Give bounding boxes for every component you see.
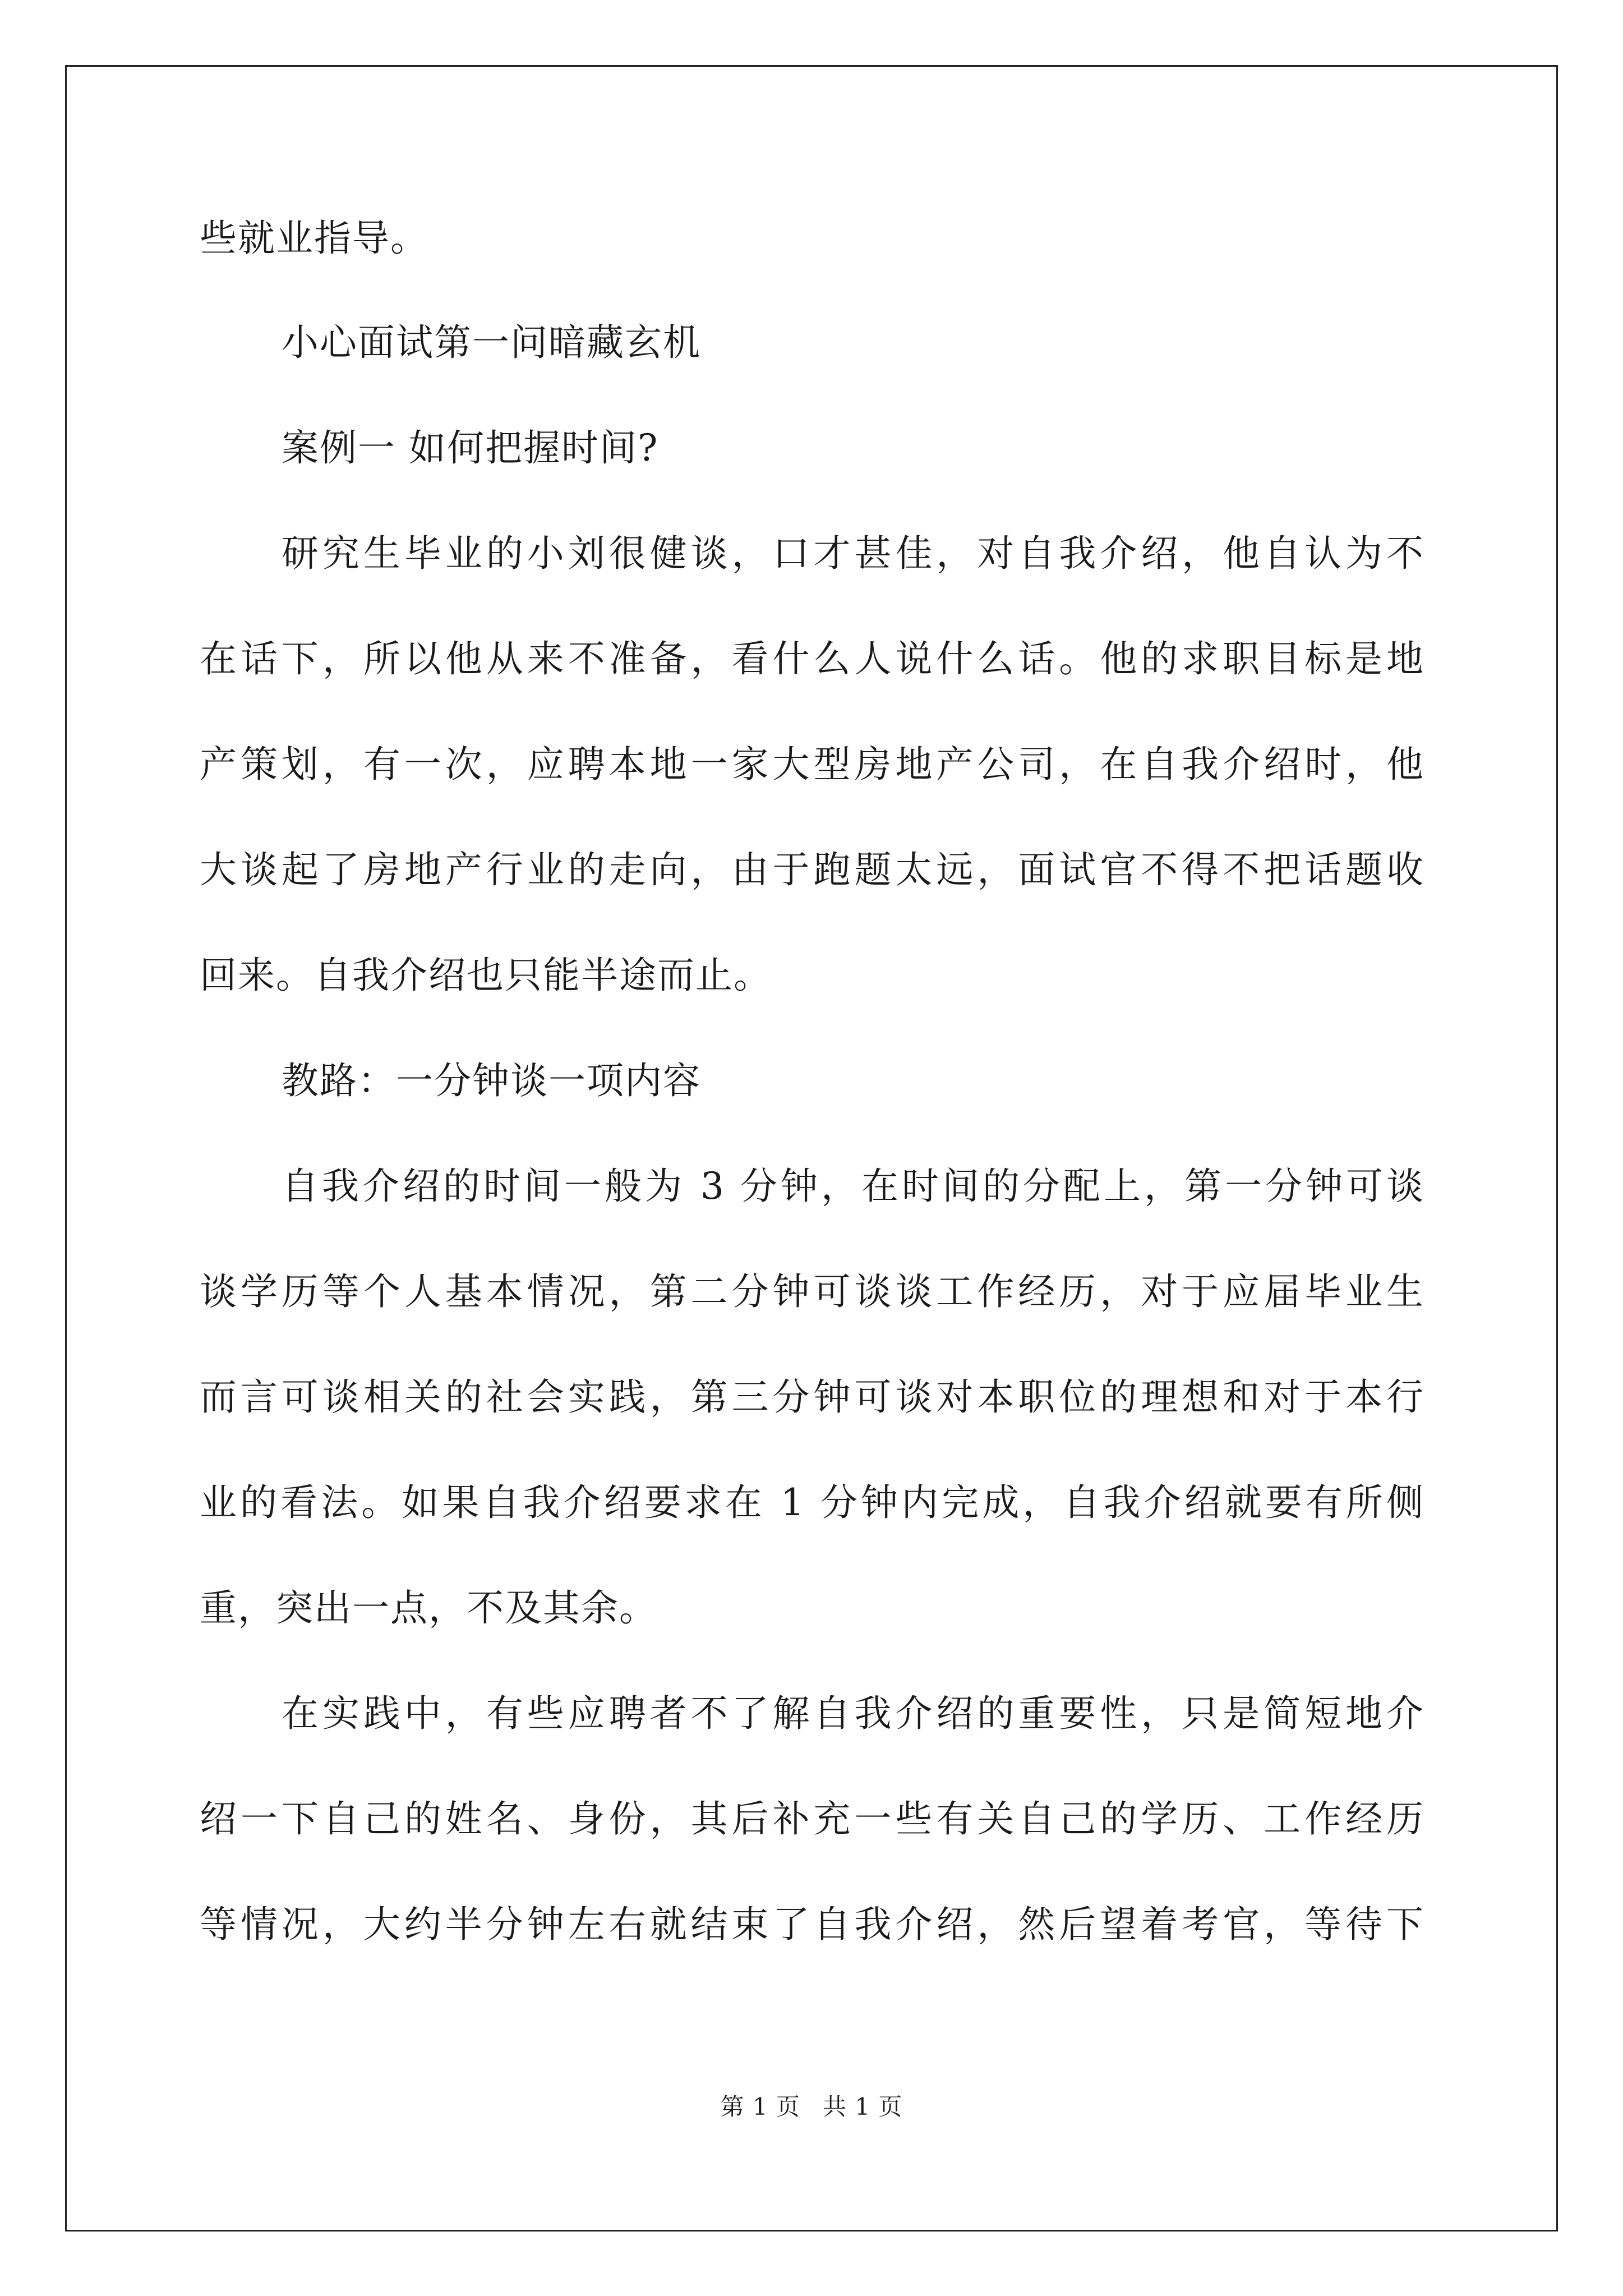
page-footer [0, 2091, 1623, 2123]
text-line: 谈学历等个人基本情况，第二分钟可谈谈工作经历，对于应届毕业生 [200, 1270, 1424, 1313]
text-line: 等情况，大约半分钟左右就结束了自我介绍，然后望着考官，等待下 [200, 1903, 1424, 1946]
text-line: 产策划，有一次，应聘本地一家大型房地产公司，在自我介绍时，他 [200, 743, 1424, 786]
text-line: 回来。自我介绍也只能半途而止。 [200, 954, 772, 997]
text-line: 自我介绍的时间一般为 3 分钟，在时间的分配上，第一分钟可谈 [282, 1165, 1424, 1208]
text-line: 重，突出一点，不及其余。 [200, 1586, 657, 1630]
advice-heading: 教路：一分钟谈一项内容 [282, 1059, 701, 1102]
text-line: 在实践中，有些应聘者不了解自我介绍的重要性，只是简短地介 [282, 1692, 1424, 1735]
text-line: 些就业指导。 [200, 217, 428, 260]
case-heading: 案例一 如何把握时间? [282, 426, 659, 470]
text-line: 研究生毕业的小刘很健谈，口才甚佳，对自我介绍，他自认为不 [282, 532, 1424, 575]
text-line: 绍一下自己的姓名、身份，其后补充一些有关自己的学历、工作经历 [200, 1797, 1424, 1841]
text-line: 业的看法。如果自我介绍要求在 1 分钟内完成，自我介绍就要有所侧 [200, 1481, 1424, 1524]
page-total: 共 1 页 [823, 2093, 903, 2120]
text-line: 而言可谈相关的社会实践，第三分钟可谈对本职位的理想和对于本行 [200, 1375, 1424, 1419]
text-line: 大谈起了房地产行业的走向，由于跑题太远，面试官不得不把话题收 [200, 848, 1424, 891]
section-heading: 小心面试第一问暗藏玄机 [282, 321, 701, 364]
page-number: 第 1 页 [720, 2093, 800, 2120]
text-line: 在话下，所以他从来不准备，看什么人说什么话。他的求职目标是地 [200, 637, 1424, 680]
